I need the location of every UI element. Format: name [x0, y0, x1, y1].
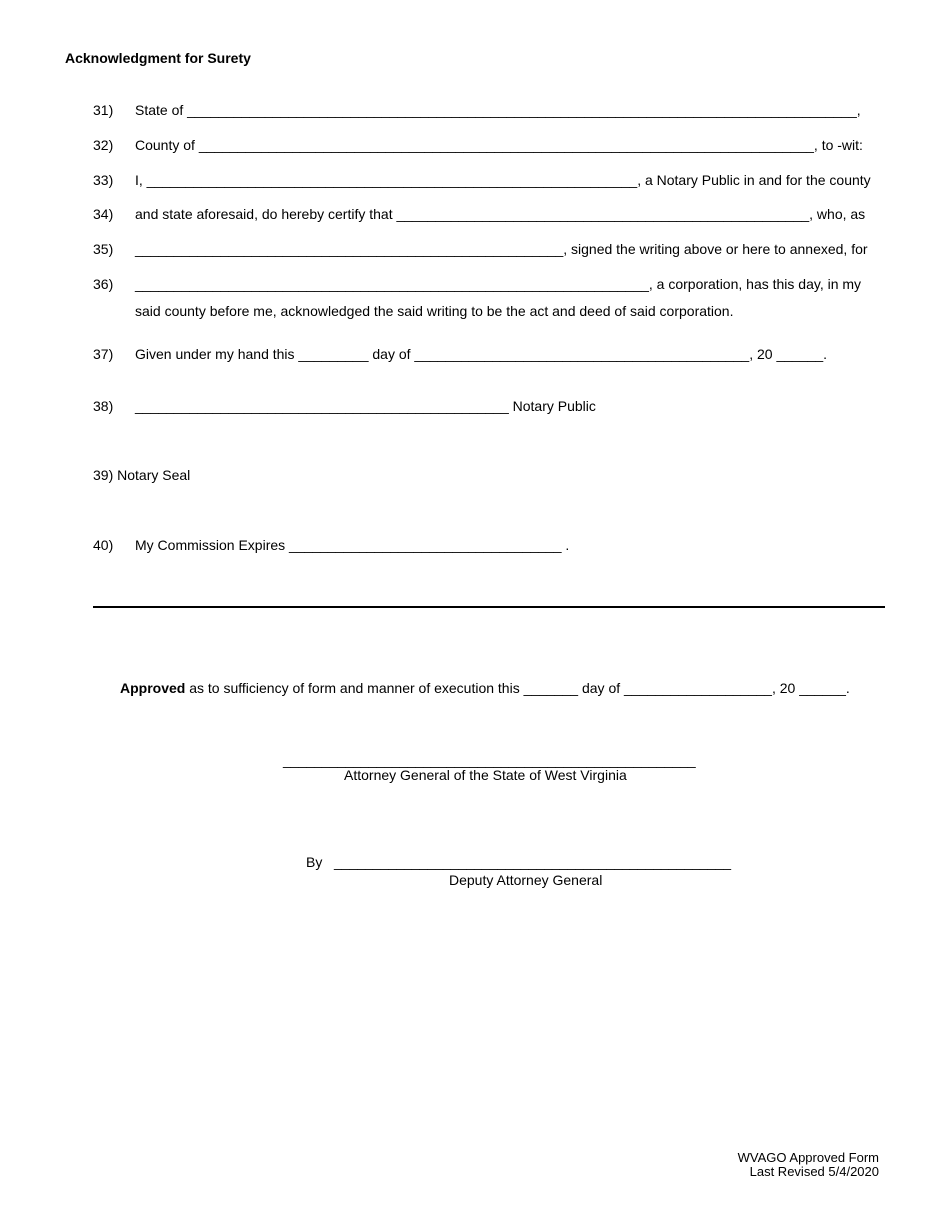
line-34-number: 34) — [93, 206, 114, 222]
ag-signature-line[interactable]: _____________________________________________________ — [283, 752, 696, 768]
approval-text: as to sufficiency of form and manner of execution this _______ day of ___________________, 20 ______. — [185, 680, 850, 696]
line-32-county-field[interactable]: County of _______________________________________________________________________________, to -wit: — [135, 137, 863, 153]
section-divider — [93, 606, 885, 608]
line-36-corporation-field[interactable]: __________________________________________________________________, a corporation, has this day, in my — [135, 276, 862, 292]
line-31-state-field[interactable]: State of ______________________________________________________________________________________, — [135, 102, 861, 118]
line-38-number: 38) — [93, 398, 114, 414]
deputy-signature-label: Deputy Attorney General — [449, 872, 603, 888]
line-36-number: 36) — [93, 276, 114, 292]
line-35-signer-field[interactable]: _______________________________________________________, signed the writing above or here to annexed, for — [135, 241, 868, 257]
line-36-continuation: said county before me, acknowledged the said writing to be the act and deed of said corporation. — [135, 303, 734, 319]
deputy-signature-line[interactable]: ___________________________________________________ — [334, 854, 732, 870]
footer-revised-date: Last Revised 5/4/2020 — [749, 1164, 879, 1179]
approval-statement[interactable] — [120, 680, 850, 696]
line-34-certify-field[interactable]: and state aforesaid, do hereby certify that _____________________________________________________, who, as — [135, 206, 866, 222]
line-38-notary-signature-field[interactable]: ________________________________________________ Notary Public — [135, 398, 596, 414]
deputy-by-label: By — [306, 854, 323, 870]
line-35-number: 35) — [93, 241, 114, 257]
approval-bold-label: Approved — [120, 680, 186, 696]
line-39-notary-seal: 39) Notary Seal — [93, 467, 191, 483]
line-37-date-field[interactable]: Given under my hand this _________ day of ___________________________________________, 20 ______. — [135, 346, 828, 362]
line-40-number: 40) — [93, 537, 114, 553]
line-37-number: 37) — [93, 346, 114, 362]
ag-signature-label: Attorney General of the State of West Virginia — [344, 767, 627, 783]
line-33-number: 33) — [93, 172, 114, 188]
form-title: Acknowledgment for Surety — [65, 50, 251, 66]
line-33-notary-name-field[interactable]: I, _______________________________________________________________, a Notary Public in and for the county — [135, 172, 871, 188]
footer-form-name: WVAGO Approved Form — [737, 1150, 879, 1165]
line-32-number: 32) — [93, 137, 114, 153]
line-40-commission-field[interactable]: My Commission Expires ___________________________________ . — [135, 537, 570, 553]
line-31-number: 31) — [93, 102, 114, 118]
